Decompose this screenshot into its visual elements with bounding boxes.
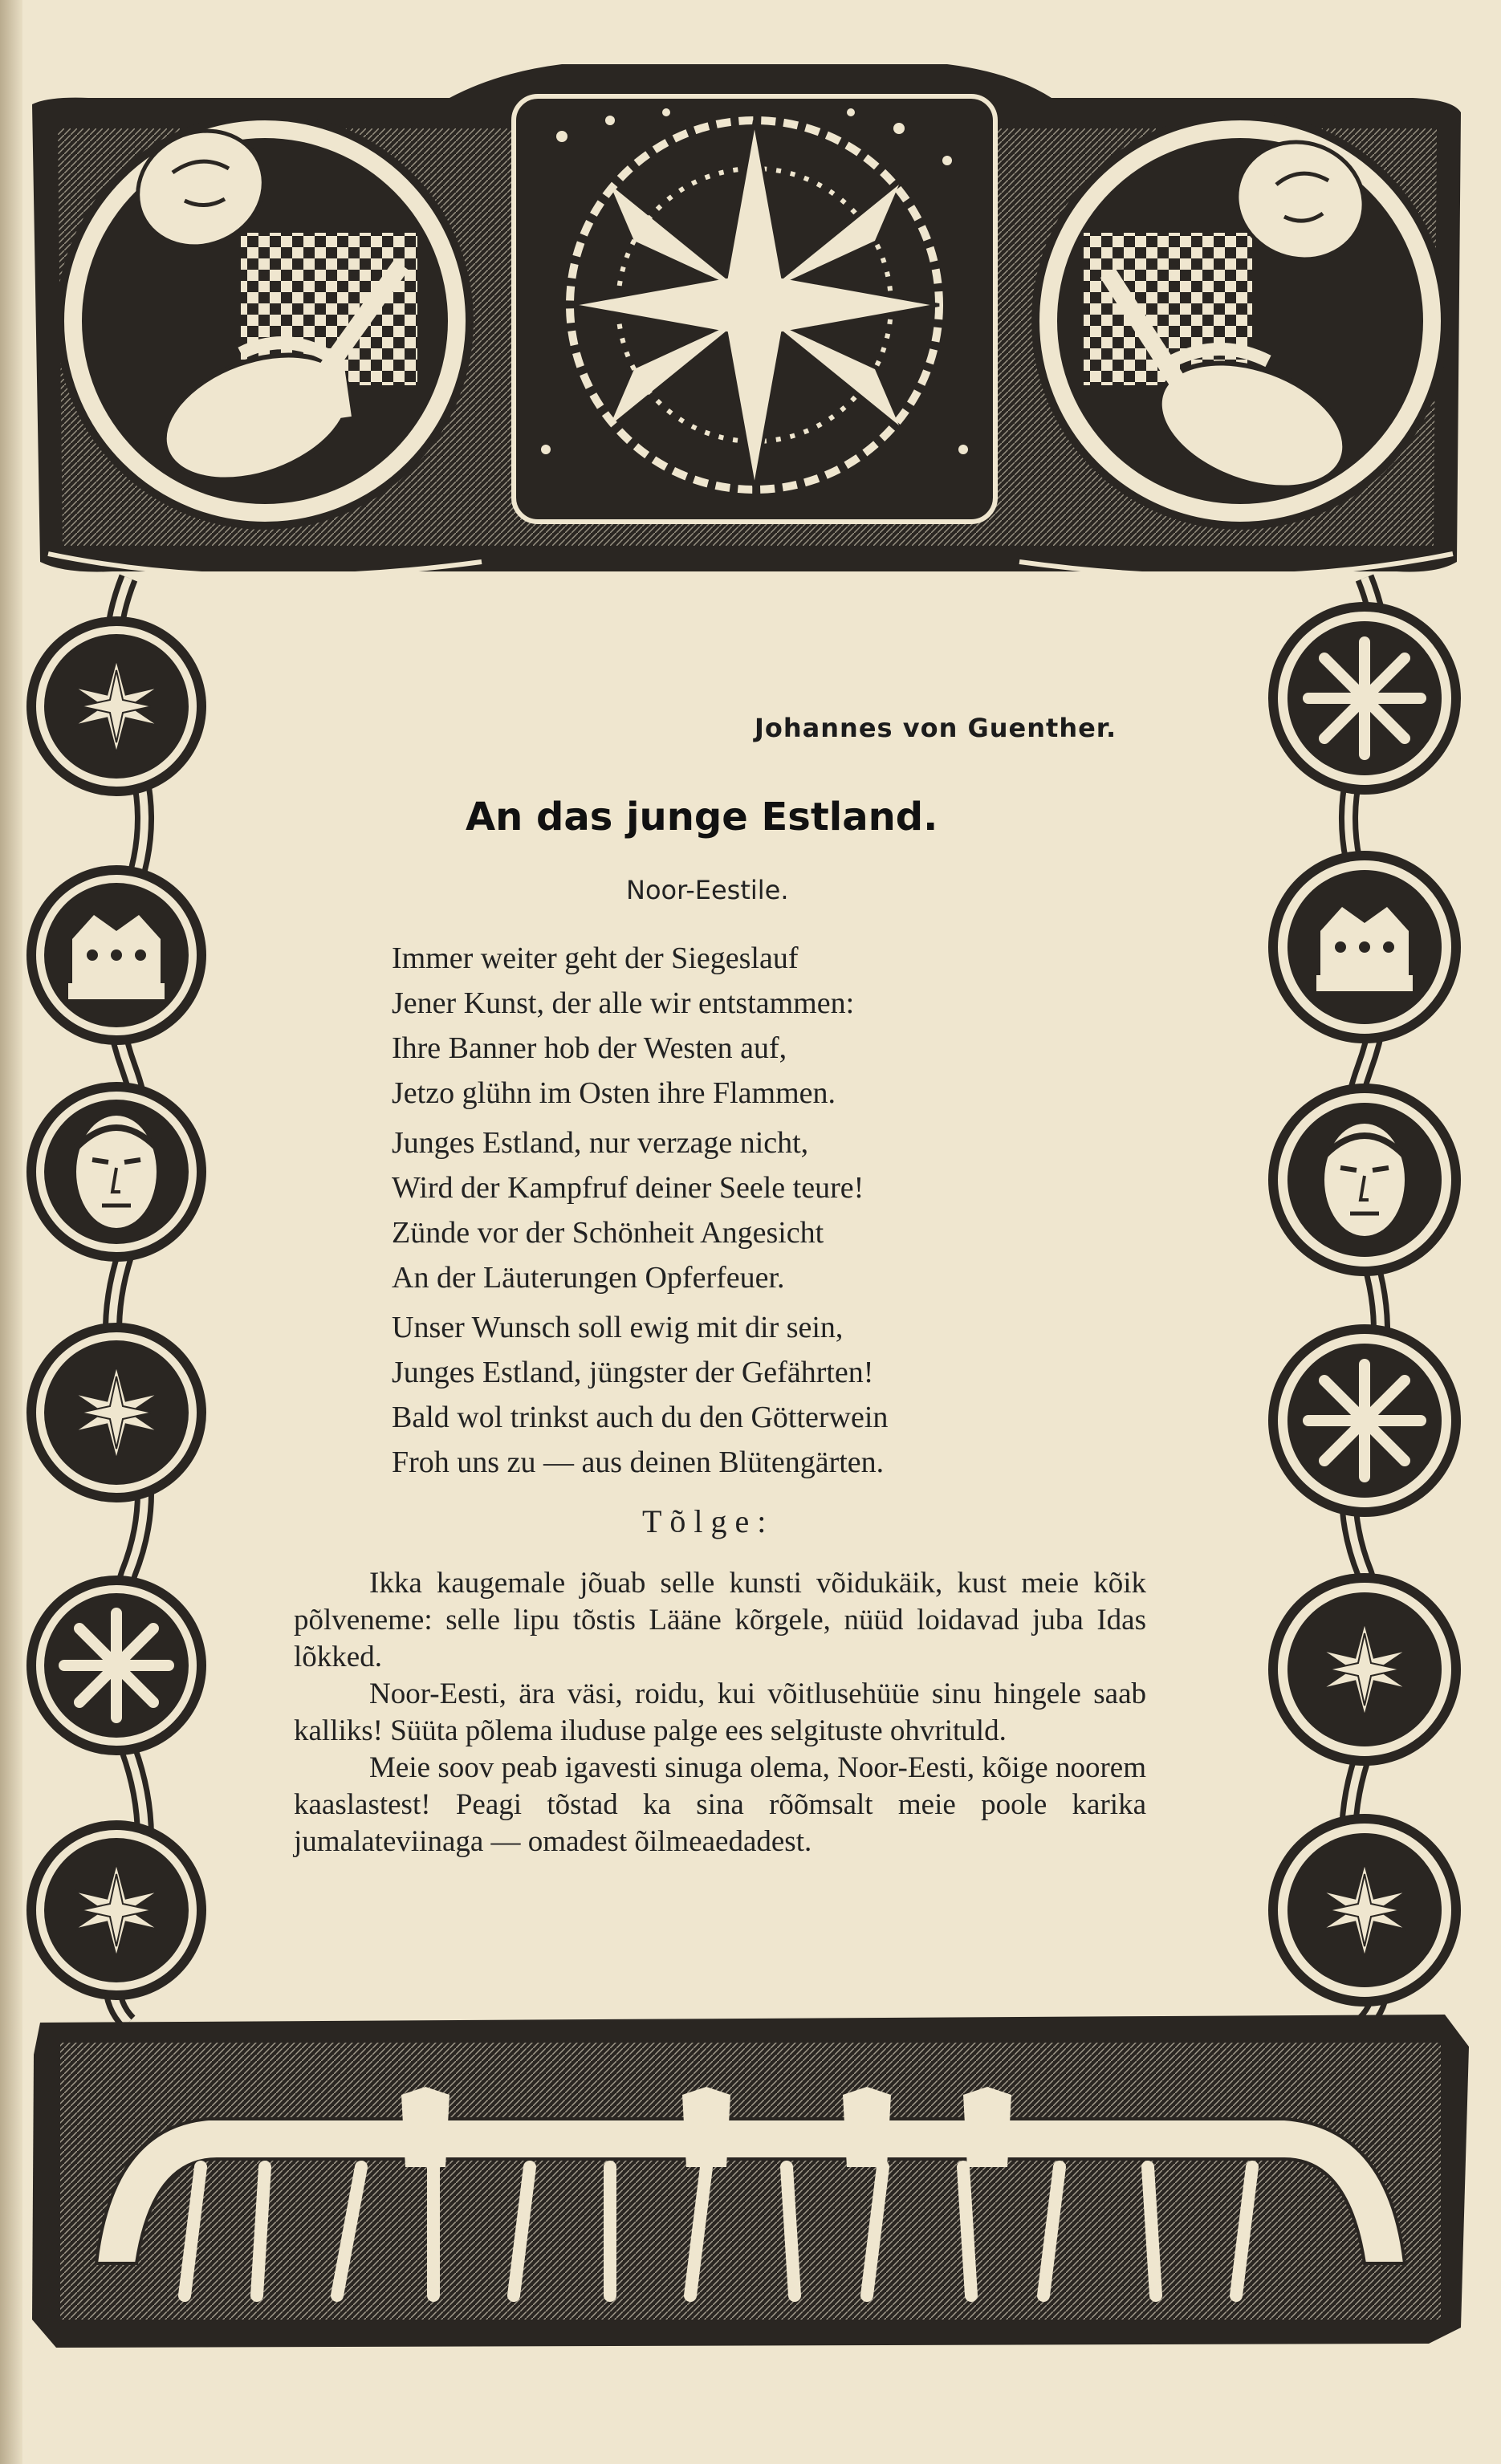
snowflake-icon [1308, 642, 1421, 754]
poem-line: Junges Estland, jüngster der Gefährten! [392, 1356, 874, 1389]
poem-line: Froh uns zu — aus deinen Blütengärten. [392, 1445, 885, 1479]
poem-line: Jener Kunst, der alle wir entstammen: [392, 986, 855, 1020]
stanza [392, 1305, 1082, 1485]
stanza [392, 1120, 1082, 1300]
translation-paragraph: Noor-Eesti, ära väsi, roidu, kui võitlusehüüe sinu hingele saab kalliks! Süüta põlema iluduse palge ees selgituste ohvrituld. [294, 1677, 1146, 1747]
translation-paragraph: Meie soov peab igavesti sinuga olema, Noor-Eesti, kõige noorem kaaslastest! Peagi tõstad ka sina rõõmsalt meie poole karika jumalateviinaga — omadest õilmeaedadest. [294, 1751, 1146, 1858]
face-icon [1324, 1124, 1405, 1236]
poem-line: Ihre Banner hob der Westen auf, [392, 1031, 787, 1065]
translation-paragraph: Ikka kaugemale jõuab selle kunsti võidukäik, kust meie kõik põlveneme: selle lipu tõstis Lääne kõrgele, nüüd loidavad juba Idas lõkked. [294, 1567, 1146, 1673]
poem-line: An der Läuterungen Opferfeuer. [392, 1261, 785, 1295]
poem-line: Jetzo glühn im Osten ihre Flammen. [392, 1076, 836, 1110]
poem-line: Zünde vor der Schönheit Angesicht [392, 1216, 824, 1250]
lute-player-icon [60, 111, 470, 526]
poem-title: An das junge Estland. [466, 795, 938, 840]
stanza [392, 936, 1082, 1116]
translation-body [294, 1565, 1146, 1860]
poem-body [392, 936, 1082, 1490]
poem-line: Junges Estland, nur verzage nicht, [392, 1126, 809, 1160]
left-border [26, 578, 206, 2023]
author-name: Johannes von Guenther. [755, 713, 1117, 743]
snowflake-icon [64, 1613, 169, 1718]
snowflake-icon [1308, 1364, 1421, 1477]
lute-player-icon [1035, 116, 1445, 526]
poem-line: Bald wol trinkst auch du den Götterwein [392, 1401, 889, 1434]
top-banner [32, 64, 1461, 576]
poem-line: Unser Wunsch soll ewig mit dir sein, [392, 1311, 844, 1344]
poem-subtitle: Noor-Eestile. [626, 875, 789, 905]
bottom-band [32, 2015, 1469, 2348]
poem-line: Wird der Kampfruf deiner Seele teure! [392, 1171, 864, 1205]
face-icon [76, 1116, 157, 1228]
translation-heading: Tõlge: [642, 1503, 775, 1539]
poem-line: Immer weiter geht der Siegeslauf [392, 941, 799, 975]
right-border [1268, 578, 1461, 2023]
